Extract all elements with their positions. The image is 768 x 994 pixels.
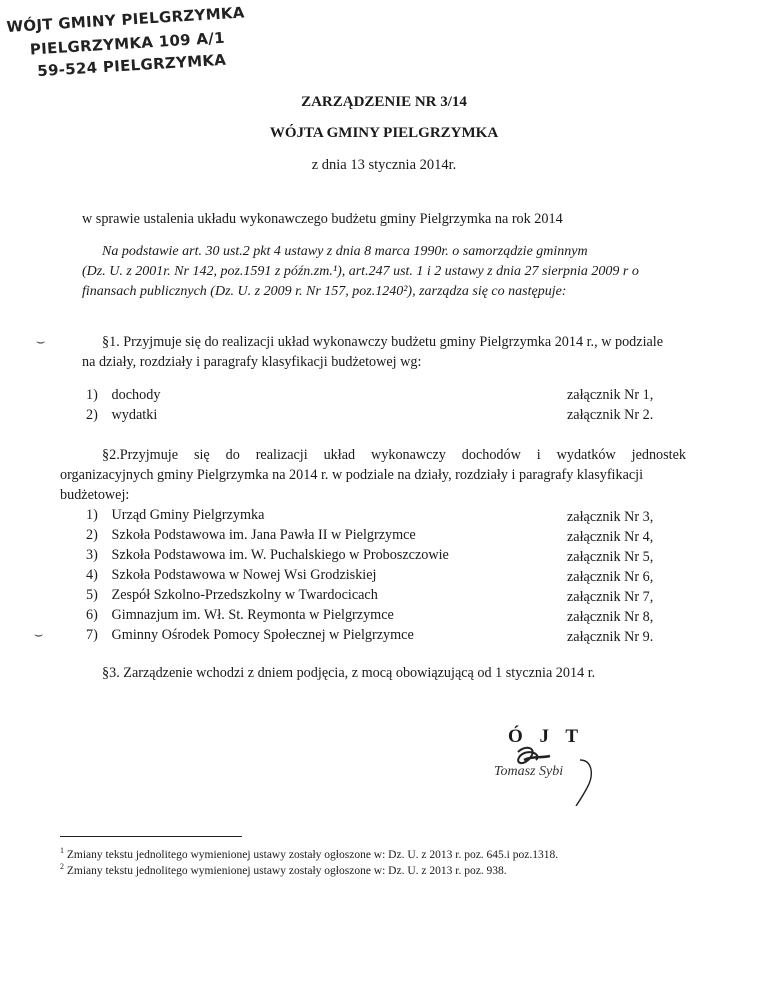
section-1-list (86, 385, 686, 425)
margin-mark: ⌣ (36, 335, 46, 350)
signature-block (480, 726, 630, 806)
list-item-label: wydatki (111, 407, 158, 423)
list-item-number: 7) (86, 627, 98, 643)
list-item-label: Urząd Gminy Pielgrzymka (111, 507, 265, 523)
list-item-number: 1) (86, 507, 98, 523)
document-title: ZARZĄDZENIE NR 3/14 (301, 94, 467, 110)
footnote-mark: 2 (60, 862, 64, 871)
document-subject: w sprawie ustalenia układu wykonawczego budżetu gminy Pielgrzymka na rok 2014 (82, 211, 563, 227)
list-item-label: Gimnazjum im. Wł. St. Reymonta w Pielgrzymce (111, 607, 394, 623)
list-item (86, 525, 686, 545)
list-item (86, 545, 686, 565)
stamp-line-1: WÓJT GMINY PIELGRZYMKA (6, 3, 246, 36)
legal-basis-line-1: Na podstawie art. 30 ust.2 pkt 4 ustawy z dnia 8 marca 1990r. o samorządzie gminnym (102, 244, 588, 259)
stamp-line-3: 59-524 PIELGRZYMKA (36, 50, 227, 81)
list-item-attachment: załącznik Nr 9. (567, 629, 654, 645)
list-item-number: 2) (86, 527, 98, 543)
footnote-text: Zmiany tekstu jednolitego wymienionej ustawy zostały ogłoszone w: Dz. U. z 2013 r. poz. 938. (66, 864, 507, 877)
list-item-attachment: załącznik Nr 7, (567, 589, 654, 605)
footnote-mark: 1 (60, 846, 64, 855)
section-1-line-2: na działy, rozdziały i paragrafy klasyfikacji budżetowej wg: (82, 354, 422, 370)
list-item-number: 4) (86, 567, 98, 583)
list-item-number: 1) (86, 387, 98, 403)
list-item-attachment: załącznik Nr 8, (567, 609, 654, 625)
footnote-divider (60, 836, 242, 837)
list-item-label: Szkoła Podstawowa w Nowej Wsi Grodziskiej (111, 567, 377, 583)
section-2-line-2: organizacyjnych gminy Pielgrzymka na 2014 r. w podziale na działy, rozdziały i paragrafy klasyfikacji (60, 467, 644, 483)
list-item-attachment: załącznik Nr 5, (567, 549, 654, 565)
list-item (86, 565, 686, 585)
section-2-line-1: §2.Przyjmuje się do realizacji układ wykonawczy dochodów i wydatków jednostek (102, 447, 686, 463)
list-item-number: 6) (86, 607, 98, 623)
list-item (86, 605, 686, 625)
document-date: z dnia 13 stycznia 2014r. (311, 157, 457, 173)
official-stamp (6, 3, 248, 81)
list-item-attachment: załącznik Nr 3, (567, 509, 654, 525)
list-item-number: 3) (86, 547, 98, 563)
section-2-line-3: budżetowej: (60, 487, 130, 503)
stamp-line-2: PIELGRZYMKA 109 A/1 (29, 28, 226, 59)
signature-header: Ó J T (508, 726, 585, 747)
section-1-line-1: §1. Przyjmuje się do realizacji układ wykonawczy budżetu gminy Pielgrzymka 2014 r., w podziale (102, 334, 664, 350)
legal-basis-line-3: finansach publicznych (Dz. U. z 2009 r. Nr 157, poz.1240²), zarządza się co następuje: (82, 284, 567, 299)
list-item (86, 625, 686, 645)
footnote (60, 859, 507, 879)
list-item-number: 2) (86, 407, 98, 423)
section-3: §3. Zarządzenie wchodzi z dniem podjęcia, z mocą obowiązującą od 1 stycznia 2014 r. (102, 665, 596, 681)
list-item-label: Szkoła Podstawowa im. Jana Pawła II w Pielgrzymce (111, 527, 416, 543)
list-item-label: Szkoła Podstawowa im. W. Puchalskiego w Proboszczowie (111, 547, 449, 563)
list-item-label: Zespół Szkolno-Przedszkolny w Twardocicach (111, 587, 378, 603)
legal-basis-line-2: (Dz. U. z 2001r. Nr 142, poz.1591 z późn.zm.¹), art.247 ust. 1 i 2 ustawy z dnia 27 sierpnia 2009 r o (82, 264, 639, 279)
list-item-attachment: załącznik Nr 6, (567, 569, 654, 585)
list-item (86, 405, 686, 425)
signature-name: Tomasz Sybi (494, 764, 564, 779)
list-item (86, 585, 686, 605)
list-item-number: 5) (86, 587, 98, 603)
list-item-label: Gminny Ośrodek Pomocy Społecznej w Pielgrzymce (111, 627, 414, 643)
list-item-attachment: załącznik Nr 1, (567, 387, 654, 403)
list-item (86, 505, 686, 525)
list-item-attachment: załącznik Nr 2. (567, 407, 654, 423)
document-issuer: WÓJTA GMINY PIELGRZYMKA (269, 125, 499, 141)
list-item-attachment: załącznik Nr 4, (567, 529, 654, 545)
list-item-label: dochody (111, 387, 161, 403)
section-2-list (86, 505, 686, 645)
list-item (86, 385, 686, 405)
margin-mark: ⌣ (34, 628, 44, 643)
footnote-text: Zmiany tekstu jednolitego wymienionej ustawy zostały ogłoszone w: Dz. U. z 2013 r. poz. 645.i poz.1318. (66, 848, 559, 861)
